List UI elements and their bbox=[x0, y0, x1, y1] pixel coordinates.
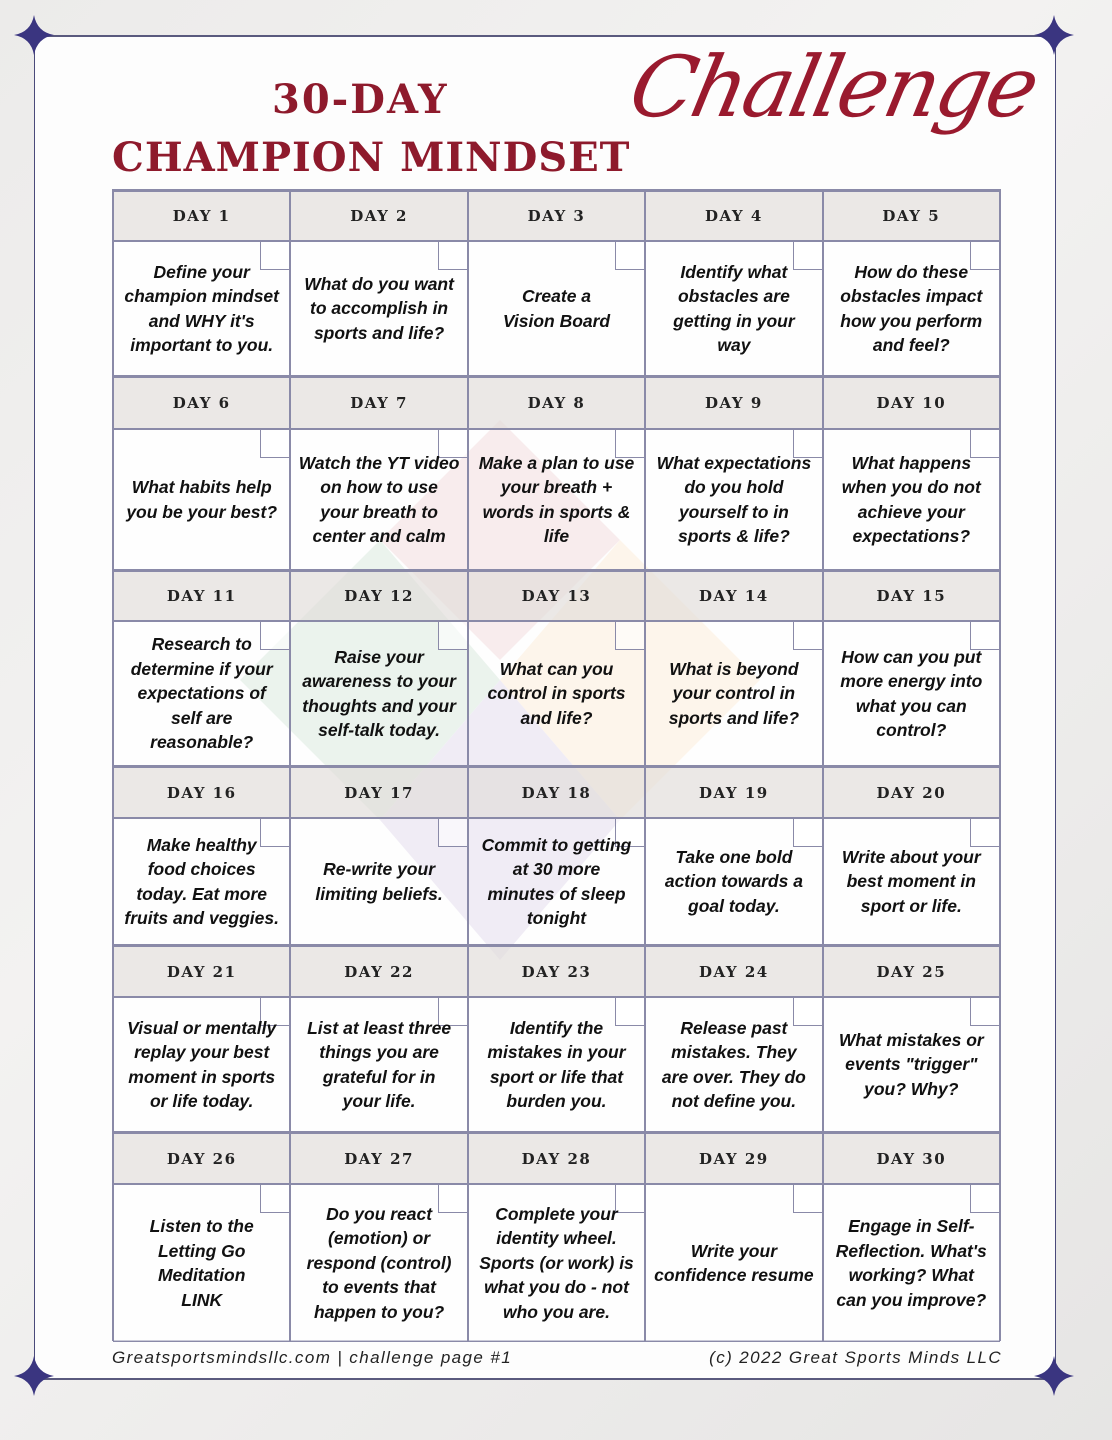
day-task-text: Write your confidence resume bbox=[654, 1240, 814, 1285]
day-task-cell bbox=[113, 997, 290, 1132]
day-task-cell bbox=[468, 818, 645, 945]
day-header: DAY 16 bbox=[113, 766, 290, 818]
day-task-cell bbox=[468, 429, 645, 570]
day-task-cell bbox=[645, 818, 822, 945]
day-header: DAY 23 bbox=[468, 945, 645, 997]
day-task-text: Define your champion mindset and WHY it's important to you. bbox=[124, 261, 279, 355]
day-header: DAY 15 bbox=[823, 570, 1000, 621]
day-header: DAY 21 bbox=[113, 945, 290, 997]
corner-star-icon bbox=[1034, 1356, 1074, 1396]
day-task-cell bbox=[290, 997, 467, 1132]
day-header: DAY 6 bbox=[113, 376, 290, 429]
completion-checkbox[interactable] bbox=[615, 241, 645, 270]
day-task-cell bbox=[290, 1184, 467, 1342]
day-task-cell bbox=[113, 621, 290, 766]
day-task-text: Watch the YT video on how to use your breath to center and calm bbox=[298, 452, 460, 546]
day-task-cell bbox=[645, 429, 822, 570]
day-task-cell bbox=[290, 818, 467, 945]
day-header: DAY 27 bbox=[290, 1132, 467, 1184]
day-task-cell bbox=[468, 1184, 645, 1342]
day-task-text: Make healthy food choices today. Eat more fruits and veggies. bbox=[124, 834, 279, 928]
title-script: Challenge bbox=[621, 38, 1045, 136]
completion-checkbox[interactable] bbox=[793, 621, 823, 650]
day-task-text: What habits help you be your best? bbox=[126, 477, 278, 522]
day-header: DAY 12 bbox=[290, 570, 467, 621]
day-header: DAY 14 bbox=[645, 570, 822, 621]
day-task-cell bbox=[468, 621, 645, 766]
day-task-text: Commit to getting at 30 more minutes of sleep tonight bbox=[481, 834, 632, 928]
day-task-text: What mistakes or events "trigger" you? Why? bbox=[838, 1029, 984, 1099]
footer-right: (c) 2022 Great Sports Minds LLC bbox=[709, 1348, 1002, 1367]
day-task-text: Take one bold action towards a goal today. bbox=[664, 846, 803, 916]
day-header: DAY 29 bbox=[645, 1132, 822, 1184]
corner-star-icon bbox=[14, 1356, 54, 1396]
day-task-cell bbox=[823, 1184, 1000, 1342]
day-task-cell bbox=[823, 241, 1000, 376]
completion-checkbox[interactable] bbox=[793, 818, 823, 847]
day-task-cell bbox=[113, 429, 290, 570]
day-task-text: Identify the mistakes in your sport or life that burden you. bbox=[487, 1017, 626, 1111]
day-task-text: How do these obstacles impact how you perform and feel? bbox=[840, 261, 983, 355]
day-header: DAY 7 bbox=[290, 376, 467, 429]
day-task-text: Identify what obstacles are getting in your way bbox=[673, 261, 795, 355]
day-task-text: Visual or mentally replay your best moment in sports or life today. bbox=[127, 1017, 277, 1111]
day-header: DAY 28 bbox=[468, 1132, 645, 1184]
day-header: DAY 25 bbox=[823, 945, 1000, 997]
completion-checkbox[interactable] bbox=[970, 997, 1000, 1026]
day-task-cell bbox=[645, 241, 822, 376]
day-task-cell bbox=[645, 997, 822, 1132]
completion-checkbox[interactable] bbox=[970, 818, 1000, 847]
day-task-text: Engage in Self- Reflection. What's working? What can you improve? bbox=[835, 1216, 987, 1310]
day-task-text: Release past mistakes. They are over. They do not define you. bbox=[661, 1017, 806, 1111]
completion-checkbox[interactable] bbox=[438, 818, 468, 847]
day-header: DAY 1 bbox=[113, 190, 290, 241]
day-header: DAY 11 bbox=[113, 570, 290, 621]
day-task-cell bbox=[823, 621, 1000, 766]
day-task-cell bbox=[645, 1184, 822, 1342]
title-line-2: CHAMPION MINDSET bbox=[112, 134, 631, 181]
completion-checkbox[interactable] bbox=[793, 1184, 823, 1213]
day-header: DAY 3 bbox=[468, 190, 645, 241]
footer-left: Greatsportsmindsllc.com | challenge page #1 bbox=[112, 1348, 513, 1367]
day-task-cell bbox=[290, 429, 467, 570]
day-header: DAY 22 bbox=[290, 945, 467, 997]
day-task-text: What do you want to accomplish in sports and life? bbox=[304, 273, 454, 343]
day-header: DAY 20 bbox=[823, 766, 1000, 818]
day-task-text: What expectations do you hold yourself to in sports & life? bbox=[656, 452, 812, 546]
day-header: DAY 9 bbox=[645, 376, 822, 429]
day-task-cell bbox=[823, 818, 1000, 945]
day-task-cell bbox=[468, 997, 645, 1132]
day-task-text: How can you put more energy into what you can control? bbox=[840, 646, 983, 740]
day-header: DAY 13 bbox=[468, 570, 645, 621]
day-header: DAY 26 bbox=[113, 1132, 290, 1184]
day-task-text: Research to determine if your expectations of self are reasonable? bbox=[130, 634, 273, 753]
day-header: DAY 8 bbox=[468, 376, 645, 429]
completion-checkbox[interactable] bbox=[793, 241, 823, 270]
day-task-text: What happens when you do not achieve your expectations? bbox=[841, 452, 981, 546]
day-task-cell bbox=[468, 241, 645, 376]
completion-checkbox[interactable] bbox=[438, 241, 468, 270]
day-header: DAY 17 bbox=[290, 766, 467, 818]
day-task-cell bbox=[823, 997, 1000, 1132]
day-task-text: Listen to the Letting Go Meditation LINK bbox=[149, 1216, 254, 1310]
day-task-text: List at least three things you are grateful for in your life. bbox=[307, 1017, 452, 1111]
day-task-text: Complete your identity wheel. Sports (or work) is what you do - not who you are. bbox=[479, 1203, 634, 1322]
completion-checkbox[interactable] bbox=[260, 429, 290, 458]
day-task-text: What is beyond your control in sports and life? bbox=[668, 658, 800, 728]
day-header: DAY 18 bbox=[468, 766, 645, 818]
corner-star-icon bbox=[14, 15, 54, 55]
title-line-1: 30-DAY bbox=[272, 76, 449, 123]
day-task-cell bbox=[113, 1184, 290, 1342]
day-task-cell bbox=[113, 818, 290, 945]
day-task-cell bbox=[823, 429, 1000, 570]
completion-checkbox[interactable] bbox=[260, 1184, 290, 1213]
day-task-cell bbox=[645, 621, 822, 766]
day-task-text: Write about your best moment in sport or life. bbox=[841, 846, 981, 916]
day-task-text: Do you react (emotion) or respond (control) to events that happen to you? bbox=[306, 1203, 452, 1322]
day-header: DAY 4 bbox=[645, 190, 822, 241]
day-header: DAY 2 bbox=[290, 190, 467, 241]
completion-checkbox[interactable] bbox=[970, 1184, 1000, 1213]
day-header: DAY 5 bbox=[823, 190, 1000, 241]
day-task-cell bbox=[113, 241, 290, 376]
day-header: DAY 30 bbox=[823, 1132, 1000, 1184]
completion-checkbox[interactable] bbox=[615, 621, 645, 650]
challenge-calendar bbox=[112, 189, 1001, 1341]
day-task-text: Make a plan to use your breath + words in sports & life bbox=[478, 452, 635, 546]
day-task-text: Re-write your limiting beliefs. bbox=[315, 859, 443, 904]
day-task-cell bbox=[290, 621, 467, 766]
day-header: DAY 10 bbox=[823, 376, 1000, 429]
day-task-text: Create a Vision Board bbox=[502, 286, 611, 331]
day-header: DAY 19 bbox=[645, 766, 822, 818]
day-task-text: Raise your awareness to your thoughts and your self-talk today. bbox=[302, 646, 456, 740]
day-header: DAY 24 bbox=[645, 945, 822, 997]
day-task-text: What can you control in sports and life? bbox=[487, 658, 626, 728]
day-task-cell bbox=[290, 241, 467, 376]
